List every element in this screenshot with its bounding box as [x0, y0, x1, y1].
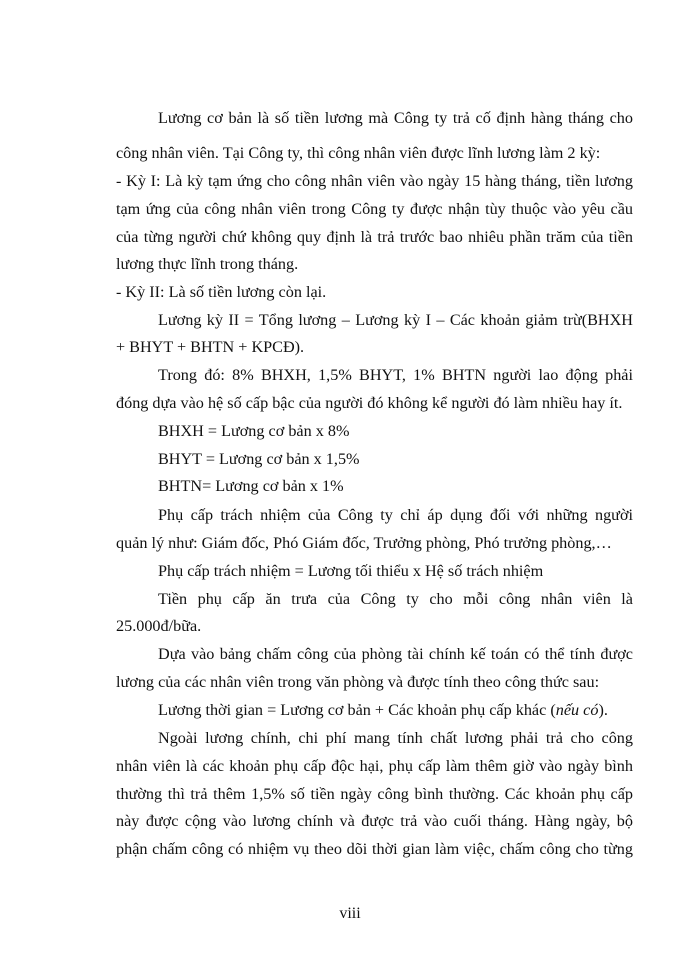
- text-line: tạm ứng của công nhân viên trong Công ty được nhận tùy thuộc vào yêu cầu: [116, 200, 633, 218]
- text-line: lương của các nhân viên trong văn phòng và được tính theo công thức sau:: [116, 673, 600, 691]
- text-line: Phụ cấp trách nhiệm của Công ty chỉ áp dụng đối với những người: [158, 506, 633, 524]
- text-line: - Kỳ II: Là số tiền lương còn lại.: [116, 283, 327, 301]
- text-line: này được cộng vào lương chính và được trả vào cuối tháng. Hàng ngày, bộ: [116, 812, 633, 830]
- italic-note: nếu có: [555, 701, 599, 719]
- text-line: phận chấm công có nhiệm vụ theo dõi thời gian làm việc, chấm công cho từng: [116, 840, 633, 858]
- text-line: thường thì trả thêm 1,5% số tiền ngày công bình thường. Các khoản phụ cấp: [116, 785, 633, 803]
- text-line: nhân viên là các khoản phụ cấp độc hại, phụ cấp làm thêm giờ vào ngày bình: [116, 757, 633, 775]
- text-run: ).: [598, 701, 608, 719]
- text-line: quản lý như: Giám đốc, Phó Giám đốc, Trưởng phòng, Phó trưởng phòng,…: [116, 534, 612, 552]
- text-line: Lương kỳ II = Tổng lương – Lương kỳ I – Các khoản giảm trừ(BHXH: [158, 311, 633, 329]
- text-line: - Kỳ I: Là kỳ tạm ứng cho công nhân viên vào ngày 15 hàng tháng, tiền lương: [116, 172, 633, 190]
- text-line: đóng dựa vào hệ số cấp bậc của người đó không kể người đó làm nhiều hay ít.: [116, 394, 623, 412]
- text-line: BHTN= Lương cơ bản x 1%: [158, 477, 344, 495]
- text-line: Ngoài lương chính, chi phí mang tính chất lương phải trả cho công: [158, 729, 633, 747]
- text-line: BHXH = Lương cơ bản x 8%: [158, 422, 350, 440]
- text-line: Lương cơ bản là số tiền lương mà Công ty trả cố định hàng tháng cho: [158, 109, 633, 127]
- text-line: [158, 700, 633, 720]
- text-line: lương thực lĩnh trong tháng.: [116, 255, 299, 273]
- text-run: Lương thời gian = Lương cơ bản + Các khoản phụ cấp khác (: [158, 701, 556, 719]
- page-number: viii: [339, 905, 361, 922]
- text-line: + BHYT + BHTN + KPCĐ).: [116, 338, 305, 356]
- text-line: công nhân viên. Tại Công ty, thì công nhân viên được lĩnh lương làm 2 kỳ:: [116, 144, 601, 162]
- text-line: của từng người chứ không quy định là trả trước bao nhiêu phần trăm của tiền: [116, 228, 633, 246]
- text-line: Dựa vào bảng chấm công của phòng tài chính kế toán có thể tính được: [158, 645, 633, 663]
- text-line: Phụ cấp trách nhiệm = Lương tối thiểu x Hệ số trách nhiệm: [158, 562, 544, 580]
- text-line: Trong đó: 8% BHXH, 1,5% BHYT, 1% BHTN người lao động phải: [158, 366, 633, 384]
- text-line: Tiền phụ cấp ăn trưa của Công ty cho mỗi công nhân viên là: [158, 590, 633, 608]
- text-line: BHYT = Lương cơ bản x 1,5%: [158, 450, 360, 468]
- text-line: 25.000đ/bữa.: [116, 617, 202, 635]
